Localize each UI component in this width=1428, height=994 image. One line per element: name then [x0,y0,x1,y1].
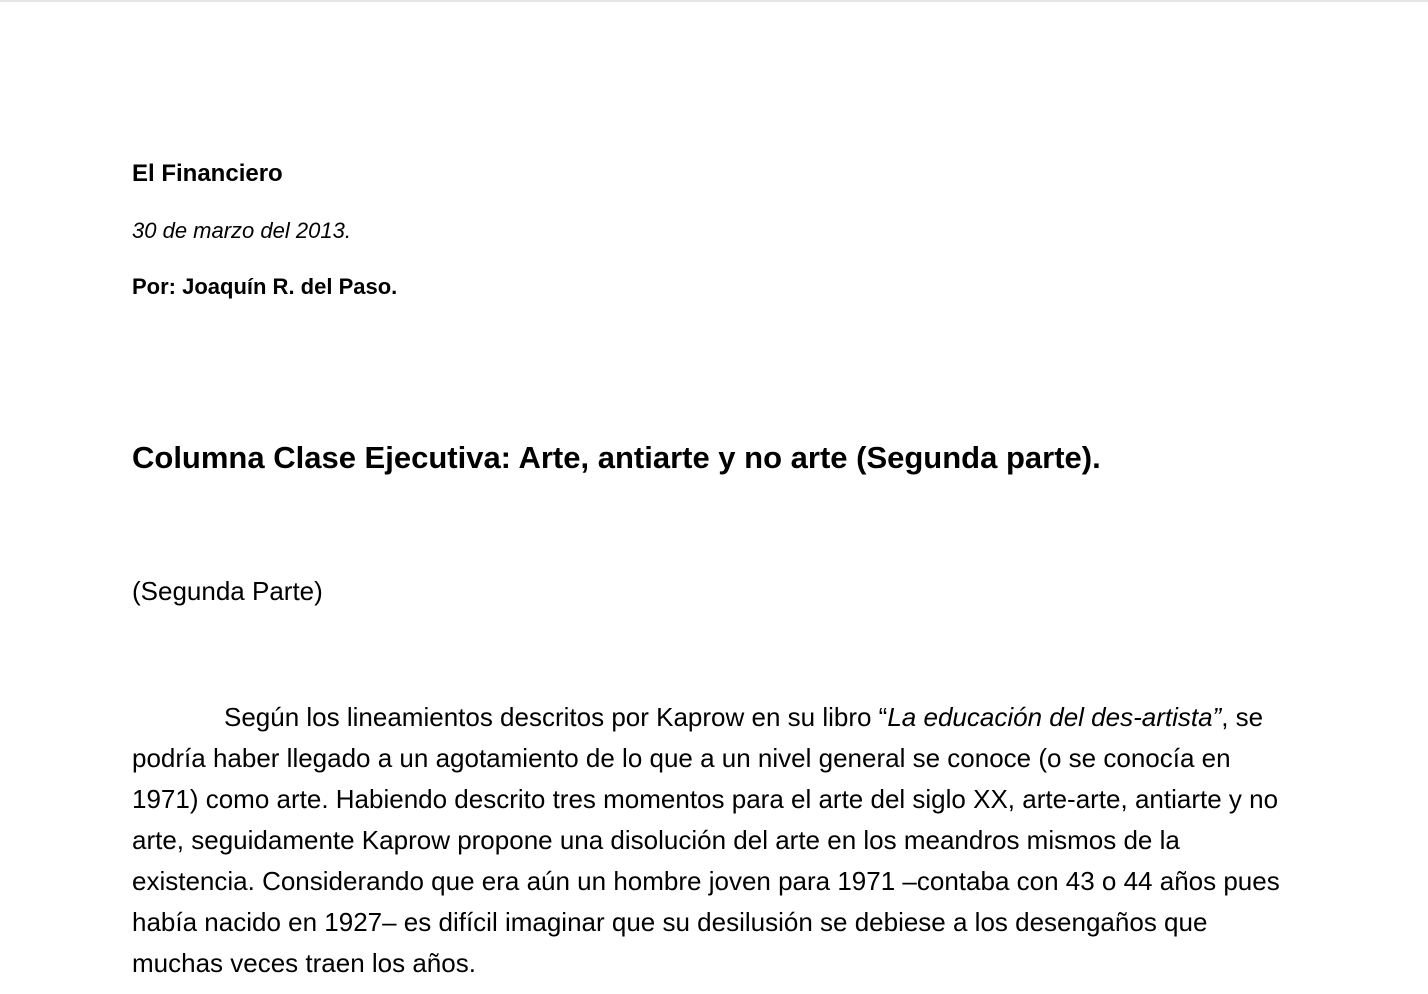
paragraph-intro: Según los lineamientos descritos por Kaprow en su libro “ [224,702,888,732]
paragraph-rest: , se podría haber llegado a un agotamiento de lo que a un nivel general se conoce (o se conocía en 1971) como arte. Habiendo descrito tres momentos para el arte del siglo XX, arte-arte, antiarte y no arte, seguidamente Kaprow propone una disolución del arte en los meandros mismos de la existencia. Considerando que era aún un hombre joven para 1971 –contaba con 43 o 44 años pues había nacido en 1927– es difícil imaginar que su desilusión se debiese a los desengaños que muchas veces traen los años. [132,702,1280,978]
body-paragraph [132,697,1292,984]
book-title: La educación del des-artista” [887,702,1222,732]
article-title: Columna Clase Ejecutiva: Arte, antiarte y no arte (Segunda parte). [132,440,1101,475]
publication-name: El Financiero [132,160,283,187]
publication-date: 30 de marzo del 2013. [132,218,351,243]
author-byline: Por: Joaquín R. del Paso. [132,274,398,299]
part-label: (Segunda Parte) [132,576,323,606]
page-top-border [0,0,1428,2]
